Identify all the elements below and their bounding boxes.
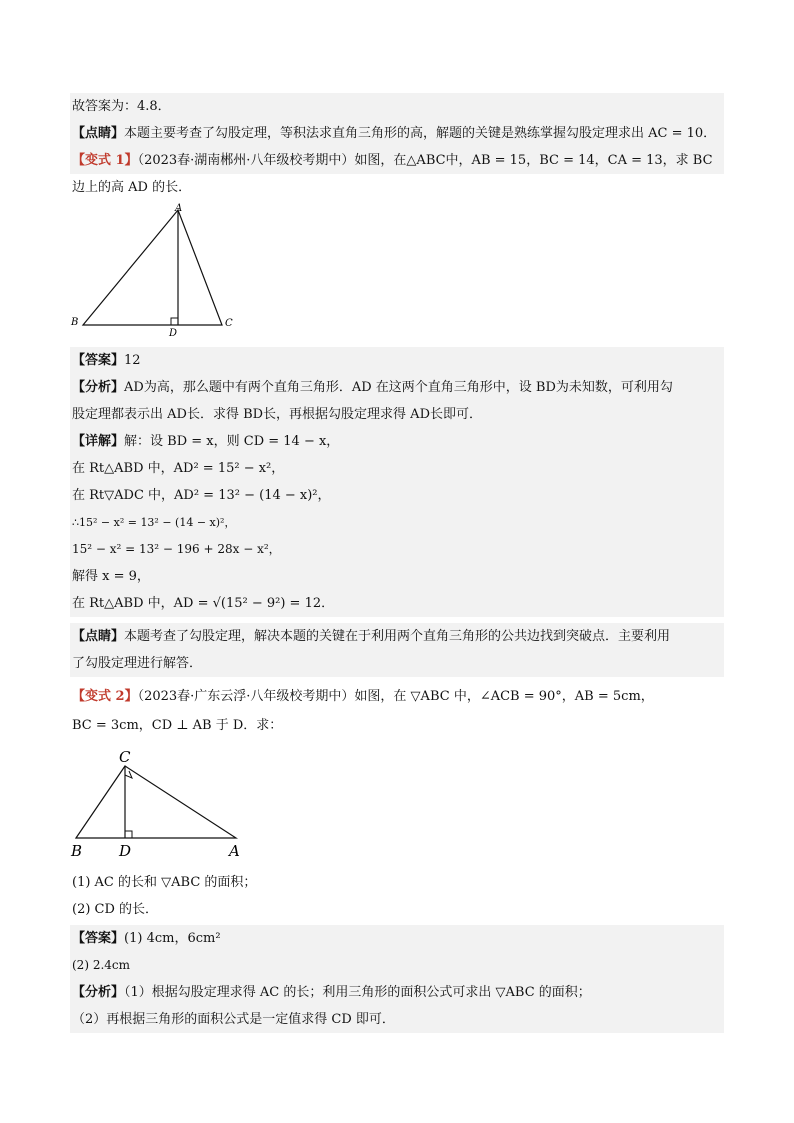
triangle-figure-2 xyxy=(66,742,256,862)
comment-line: 【点睛】本题主要考查了勾股定理，等积法求直角三角形的高，解题的关键是熟练掌握勾股定理求出 AC = 10． xyxy=(70,120,724,147)
question-part2: (2) CD 的长． xyxy=(72,902,159,917)
fig2-label-b: B xyxy=(71,842,83,860)
analysis1-line: 【分析】AD为高，那么题中有两个直角三角形．AD 在这两个直角三角形中，设 BD为未知数，可利用勾 xyxy=(70,374,724,401)
step-line: 15² − x² = 13² − 196 + 28x − x²， xyxy=(70,536,724,563)
answer-line: 故答案为：4.8． xyxy=(70,93,724,120)
triangle-figure-1 xyxy=(66,202,246,340)
variant2-title: 【变式 2】（2023春·广东云浮·八年级校考期中）如图，在 ▽ABC 中，∠ACB = 90°，AB = 5cm， xyxy=(72,689,654,704)
answer2-line-cont: (2) 2.4cm xyxy=(70,952,724,979)
comment1-line-cont: 了勾股定理进行解答． xyxy=(70,650,724,677)
variant1-title-cont: 边上的高 AD 的长． xyxy=(72,180,192,195)
step-line: ∴15² − x² = 13² − (14 − x)²， xyxy=(70,509,724,536)
fig1-label-a: A xyxy=(175,203,183,214)
fig2-label-c: C xyxy=(119,748,131,766)
answer2-line: 【答案】(1) 4cm，6cm² xyxy=(70,925,724,952)
step-line: 在 Rt△ABD 中，AD² = 15² − x²， xyxy=(70,455,724,482)
analysis1-line-cont: 股定理都表示出 AD长．求得 BD长，再根据勾股定理求得 AD长即可． xyxy=(70,401,724,428)
step-line: 解得 x = 9， xyxy=(70,563,724,590)
analysis2-line-cont: （2）再根据三角形的面积公式是一定值求得 CD 即可． xyxy=(70,1006,724,1033)
fig2-label-d: D xyxy=(119,842,132,860)
comment1-line: 【点睛】本题考查了勾股定理，解决本题的关键在于利用两个直角三角形的公共边找到突破点．主要利用 xyxy=(70,623,724,650)
answer1-line: 【答案】12 xyxy=(70,347,724,374)
fig1-label-c: C xyxy=(225,318,233,329)
fig2-label-a: A xyxy=(229,842,240,860)
step-line: 在 Rt△ABD 中，AD = √(15² − 9²) = 12． xyxy=(70,590,724,617)
detail1-line: 【详解】解：设 BD = x，则 CD = 14 − x， xyxy=(70,428,724,455)
variant2-title-cont: BC = 3cm，CD ⊥ AB 于 D．求： xyxy=(72,718,283,733)
fig1-label-d: D xyxy=(169,328,178,339)
fig1-label-b: B xyxy=(71,317,79,328)
analysis2-line: 【分析】（1）根据勾股定理求得 AC 的长；利用三角形的面积公式可求出 ▽ABC 的面积； xyxy=(70,979,724,1006)
step-line: 在 Rt▽ADC 中，AD² = 13² − (14 − x)²， xyxy=(70,482,724,509)
question-part1: (1) AC 的长和 ▽ABC 的面积； xyxy=(72,875,257,890)
variant1-title: 【变式 1】（2023春·湖南郴州·八年级校考期中）如图，在△ABC中，AB = 15，BC = 14，CA = 13，求 BC xyxy=(70,147,724,174)
